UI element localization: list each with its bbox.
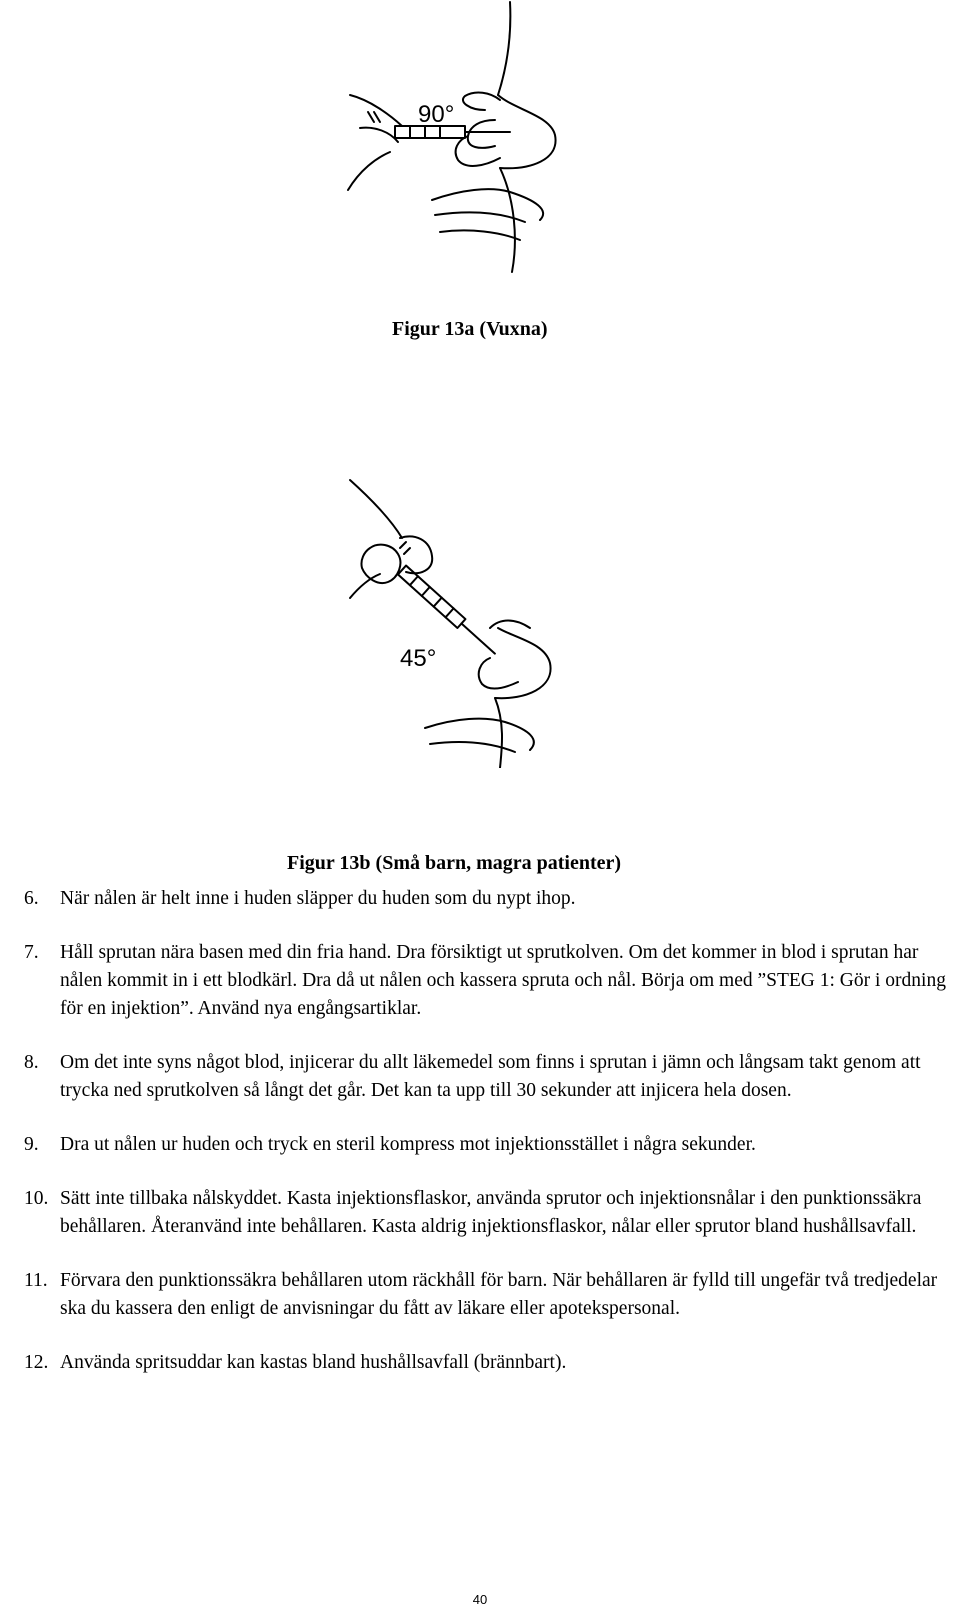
step-text: När nålen är helt inne i huden släpper du huden som du nypt ihop. [60, 888, 576, 909]
page-number: 40 [472, 1592, 488, 1607]
figure-13a-caption: Figur 13a (Vuxna) [392, 318, 548, 340]
step-text: Sätt inte tillbaka nålskyddet. Kasta injektionsflaskor, använda sprutor och injektionsnålar i den punktionssäkra behållaren. Återanvänd inte behållaren. Kasta aldrig injektionsflaskor, nålar eller sprutor bland hushållsavfall. [60, 1188, 922, 1237]
step-text: Om det inte syns något blod, injicerar du allt läkemedel som finns i sprutan i jämn och långsam takt genom att trycka ned sprutkolven så långt det går. Det kan ta upp till 30 sekunder att injicera hela dosen. [60, 1052, 921, 1101]
step-number: 7. [24, 942, 39, 963]
instruction-step [24, 939, 954, 1023]
instruction-step [24, 1267, 954, 1323]
step-number: 8. [24, 1052, 39, 1073]
instruction-list [24, 885, 954, 1403]
instruction-step [24, 885, 954, 913]
step-text: Dra ut nålen ur huden och tryck en steril kompress mot injektionsstället i några sekunder. [60, 1134, 756, 1155]
instruction-step [24, 1049, 954, 1105]
angle-label-90: 90° [418, 101, 455, 128]
step-text: Förvara den punktionssäkra behållaren utom räckhåll för barn. När behållaren är fylld till ungefär två tredjedelar ska du kassera den enligt de anvisningar du fått av läkare eller apotekspersonal. [60, 1270, 938, 1319]
instruction-step [24, 1185, 954, 1241]
step-text: Håll sprutan nära basen med din fria hand. Dra försiktigt ut sprutkolven. Om det kommer in blod i sprutan har nålen kommit in i ett blodkärl. Dra då ut nålen och kassera spruta och nål. Börja om med ”STEG 1: Gör i ordning för en injektion”. Använd nya engångsartiklar. [60, 942, 946, 1019]
step-number: 12. [24, 1352, 49, 1373]
step-text: Använda spritsuddar kan kastas bland hushållsavfall (brännbart). [60, 1352, 567, 1373]
figure-13b-illustration [340, 478, 580, 768]
step-number: 6. [24, 888, 39, 909]
step-number: 9. [24, 1134, 39, 1155]
step-number: 11. [24, 1270, 48, 1291]
step-number: 10. [24, 1188, 49, 1209]
figure-13a-illustration [340, 0, 580, 290]
angle-label-45: 45° [400, 645, 437, 672]
instruction-step [24, 1349, 954, 1377]
figure-13b-caption: Figur 13b (Små barn, magra patienter) [287, 852, 622, 874]
instruction-step [24, 1131, 954, 1159]
